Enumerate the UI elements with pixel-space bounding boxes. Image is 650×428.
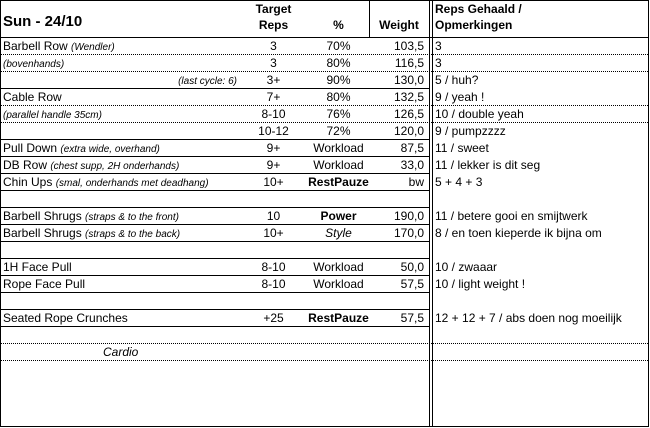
table-row (1, 191, 650, 208)
exercise-cell[interactable] (3, 344, 239, 361)
table-row (1, 89, 650, 106)
percent-cell[interactable]: Workload (313, 260, 364, 274)
exercise-cell[interactable] (3, 89, 239, 106)
table-row (1, 344, 650, 361)
header-percent[interactable]: % (333, 18, 344, 32)
weight-cell[interactable]: 87,5 (400, 141, 424, 155)
reps-achieved-cell[interactable]: 11 / sweet (435, 141, 489, 155)
exercise-cell[interactable] (3, 191, 239, 208)
exercise-cell[interactable] (3, 38, 239, 55)
header-weight[interactable]: Weight (379, 18, 419, 32)
col-divider-notes (429, 1, 430, 427)
table-row (1, 123, 650, 140)
target-reps-cell[interactable]: 10+ (263, 226, 284, 240)
exercise-cell[interactable] (3, 55, 239, 72)
exercise-name: Barbell Row (3, 39, 72, 53)
target-reps-cell[interactable]: 9+ (266, 141, 281, 155)
header-divider (1, 37, 648, 38)
exercise-cell[interactable] (3, 293, 239, 310)
reps-achieved-cell[interactable]: 5 / huh? (435, 73, 479, 87)
weight-cell[interactable]: 103,5 (393, 39, 424, 53)
table-row (1, 242, 650, 259)
table-row (1, 276, 650, 293)
reps-achieved-cell[interactable]: 3 (435, 56, 442, 70)
exercise-cell[interactable] (3, 106, 239, 123)
weight-cell[interactable]: 116,5 (394, 56, 424, 70)
table-row (1, 140, 650, 157)
percent-cell[interactable] (306, 293, 371, 310)
exercise-cell[interactable] (3, 157, 239, 174)
target-reps-cell[interactable]: 10+ (263, 175, 284, 189)
percent-cell[interactable]: Workload (313, 158, 364, 172)
exercise-note: (Wendler) (71, 42, 115, 53)
weight-cell[interactable]: 33,0 (400, 158, 424, 172)
header-target-reps[interactable] (241, 1, 306, 37)
table-row (1, 157, 650, 174)
target-reps-cell[interactable] (241, 344, 306, 361)
table-row (1, 293, 650, 310)
percent-cell[interactable]: RestPauze (308, 311, 369, 325)
sheet-title[interactable]: Sun - 24/10 (3, 13, 83, 30)
weight-cell[interactable]: 130,0 (393, 73, 424, 87)
target-reps-cell[interactable]: 7+ (266, 90, 281, 104)
exercise-note: (extra wide, overhand) (60, 144, 160, 155)
weight-cell[interactable] (371, 327, 427, 344)
table-row (1, 38, 650, 55)
percent-cell[interactable]: Workload (313, 277, 364, 291)
target-reps-cell[interactable]: 8-10 (261, 260, 286, 274)
reps-achieved-cell[interactable]: 9 / yeah ! (435, 90, 485, 104)
reps-achieved-cell[interactable]: 11 / lekker is dit seg (435, 158, 541, 172)
target-reps-cell[interactable]: 3 (270, 56, 277, 70)
header-target-line1: Target (255, 2, 292, 16)
table-row (1, 208, 650, 225)
percent-cell[interactable]: Style (325, 226, 352, 240)
col-divider-notes-inner (432, 1, 433, 427)
percent-cell[interactable] (306, 242, 371, 259)
exercise-cell[interactable] (3, 225, 239, 242)
table-row (1, 72, 650, 89)
table-row (1, 174, 650, 191)
target-reps-cell[interactable]: 8-10 (261, 277, 286, 291)
target-reps-cell[interactable] (241, 327, 306, 344)
reps-achieved-cell[interactable]: 10 / light weight ! (435, 277, 526, 291)
exercise-cell[interactable] (3, 242, 239, 259)
exercise-cell[interactable] (3, 174, 239, 191)
exercise-name: Barbell Shrugs (3, 226, 86, 240)
reps-achieved-cell[interactable]: 12 + 12 + 7 / abs doen nog moeilijk (435, 311, 622, 325)
percent-cell[interactable]: 90% (326, 73, 351, 87)
exercise-name: Rope Face Pull (3, 277, 86, 291)
weight-cell[interactable]: 57,5 (400, 311, 424, 325)
percent-cell[interactable]: Workload (313, 141, 364, 155)
reps-achieved-cell[interactable] (435, 327, 650, 344)
exercise-note: (chest supp, 2H onderhands) (50, 161, 180, 172)
table-row (1, 310, 650, 327)
exercise-note: (smal, onderhands met deadhang) (55, 178, 209, 189)
header-target-line2: Reps (258, 18, 289, 32)
col-divider-weight-top (369, 1, 370, 37)
reps-achieved-cell[interactable]: 5 + 4 + 3 (435, 175, 483, 189)
target-reps-cell[interactable]: 10 (266, 209, 281, 223)
target-reps-cell[interactable] (241, 293, 306, 310)
reps-achieved-cell[interactable]: 11 / betere gooi en smijtwerk (435, 209, 588, 223)
table-row (1, 259, 650, 276)
exercise-note: (last cycle: 6) (178, 76, 237, 87)
target-reps-cell[interactable]: 10-12 (258, 124, 289, 138)
percent-cell[interactable]: 80% (326, 90, 351, 104)
reps-achieved-cell[interactable] (435, 242, 650, 259)
exercise-cell[interactable] (3, 259, 239, 276)
reps-achieved-cell[interactable]: 9 / pumpzzzz (435, 124, 506, 138)
table-row (1, 55, 650, 72)
reps-achieved-cell[interactable] (435, 191, 650, 208)
table-row (1, 106, 650, 123)
percent-cell[interactable]: RestPauze (308, 175, 369, 189)
percent-cell[interactable] (306, 327, 371, 344)
exercise-note: (bovenhands) (3, 59, 65, 70)
exercise-cell[interactable] (3, 72, 239, 89)
target-reps-cell[interactable]: 3+ (266, 73, 281, 87)
target-reps-cell[interactable]: +25 (263, 311, 284, 325)
weight-cell[interactable] (371, 344, 427, 361)
exercise-name: 1H Face Pull (3, 260, 72, 274)
reps-achieved-cell[interactable]: 3 (435, 39, 442, 53)
weight-cell[interactable]: 132,5 (393, 90, 424, 104)
row-divider-dotted (1, 360, 648, 361)
exercise-name: DB Row (3, 158, 51, 172)
reps-achieved-cell[interactable] (435, 293, 650, 310)
target-reps-cell[interactable]: 8-10 (261, 107, 286, 121)
exercise-cell[interactable] (3, 276, 239, 293)
exercise-cell[interactable] (3, 208, 239, 225)
weight-cell[interactable] (371, 293, 427, 310)
weight-cell[interactable]: 50,0 (400, 260, 424, 274)
percent-cell[interactable]: 80% (326, 56, 351, 70)
reps-achieved-cell[interactable]: 10 / zwaaar (435, 260, 498, 274)
percent-cell[interactable] (306, 191, 371, 208)
exercise-cell[interactable] (3, 123, 239, 140)
header-notes[interactable] (435, 1, 650, 37)
exercise-name: Seated Rope Crunches (3, 311, 128, 325)
percent-cell[interactable]: 70% (326, 39, 351, 53)
exercise-note: (straps & to the front) (85, 212, 179, 223)
exercise-note: (straps & to the back) (85, 229, 181, 240)
table-row (1, 225, 650, 242)
target-reps-cell[interactable] (241, 242, 306, 259)
percent-cell[interactable]: Power (320, 209, 357, 223)
header-row (1, 1, 650, 37)
target-reps-cell[interactable] (241, 191, 306, 208)
percent-cell[interactable]: 72% (326, 124, 351, 138)
percent-cell[interactable]: 76% (326, 107, 351, 121)
weight-cell[interactable]: 120,0 (393, 124, 424, 138)
weight-cell[interactable]: 190,0 (393, 209, 424, 223)
exercise-cell[interactable] (3, 327, 239, 344)
percent-cell[interactable] (306, 344, 371, 361)
weight-cell[interactable]: 170,0 (393, 226, 424, 240)
exercise-note: Cardio (103, 345, 139, 359)
reps-achieved-cell[interactable] (435, 344, 650, 361)
weight-cell[interactable] (371, 191, 427, 208)
exercise-name: Barbell Shrugs (3, 209, 86, 223)
exercise-name: Chin Ups (3, 175, 56, 189)
weight-cell[interactable]: 57,5 (400, 277, 424, 291)
exercise-name: Pull Down (3, 141, 61, 155)
header-notes-line1: Reps Gehaald / (435, 2, 522, 16)
target-reps-cell[interactable]: 3 (270, 39, 277, 53)
table-row (1, 327, 650, 344)
target-reps-cell[interactable]: 9+ (266, 158, 281, 172)
reps-achieved-cell[interactable]: 10 / double yeah (435, 107, 524, 121)
exercise-cell[interactable] (3, 310, 239, 327)
weight-cell[interactable] (371, 242, 427, 259)
header-notes-line2: Opmerkingen (435, 18, 513, 32)
weight-cell[interactable]: bw (408, 175, 424, 189)
reps-achieved-cell[interactable]: 8 / en toen kieperde ik bijna om (435, 226, 602, 240)
exercise-cell[interactable] (3, 140, 239, 157)
weight-cell[interactable]: 126,5 (393, 107, 424, 121)
exercise-note: (parallel handle 35cm) (3, 110, 102, 121)
exercise-name: Cable Row (3, 90, 62, 104)
